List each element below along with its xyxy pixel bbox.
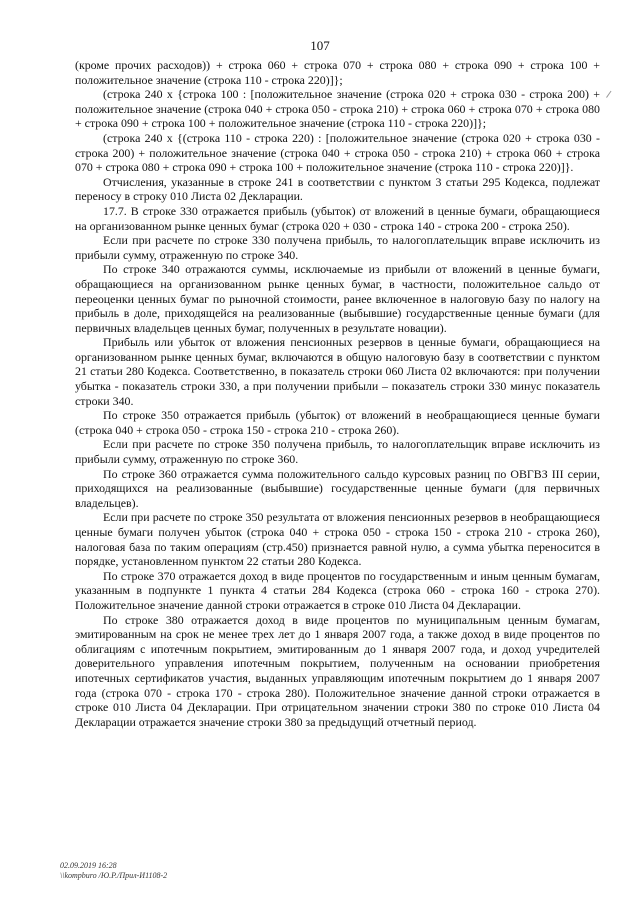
paragraph: По строке 360 отражается сумма положительного сальдо курсовых разниц по ОВГВЗ III серии, приходящихся на реализованные (выбывшие) государственные ценные бумаги (для первичных владельцев). [75, 466, 600, 510]
paragraph: (кроме прочих расходов)) + строка 060 + строка 070 + строка 080 + строка 090 + строка 100 + положительное значение (строка 110 - строка 220)]}; [75, 58, 600, 87]
paragraph: Отчисления, указанные в строке 241 в соответствии с пунктом 3 статьи 295 Кодекса, подлежат переносу в строку 010 Листа 02 Декларации. [75, 174, 600, 204]
document-footer [60, 861, 167, 881]
pen-mark [600, 86, 612, 98]
document-body [75, 58, 600, 729]
paragraph: Если при расчете по строке 350 результата от вложения пенсионных резервов в необращающиеся ценные бумаги получен убыток (строка 040 + строка 050 - строка 150 - строка 210 - строка 260), налоговая база по таким операциям (стр.450) признается равной нулю, а сумма убытка переносится в порядке, установленном пунктом 22 статьи 280 Кодекса. [75, 510, 600, 569]
footer-timestamp: 02.09.2019 16:28 [60, 861, 117, 870]
page-number: 107 [310, 38, 330, 53]
paragraph: По строке 350 отражается прибыль (убыток) от вложений в необращающиеся ценные бумаги (строка 040 + строка 050 - строка 150 - строка 210 - строка 260). [75, 408, 600, 437]
paragraph: (строка 240 х {(строка 110 - строка 220) : [положительное значение (строка 020 + строка 030 - строка 200) + положительное значение (строка 040 + строка 050 - строка 210) + строка 060 + строка 070 + строка 080 + строка 090 + строка 100 + положительное значение (строка 110 - строка 220)]}. [75, 130, 600, 175]
paragraph: По строке 340 отражаются суммы, исключаемые из прибыли от вложений в ценные бумаги, обращающиеся на организованном рынке ценных бумаг, в частности, положительное сальдо от переоценки ценных бумаг по рыночной стоимости, ранее включенное в налоговую базу по налогу на прибыль в доле, приходящейся на реализованные (выбывшие) государственные ценные бумаги (для первичных владельцев ценных бумаг, полученных в результате новации). [75, 262, 600, 335]
paragraph: Если при расчете по строке 330 получена прибыль, то налогоплательщик вправе исключить из прибыли сумму, отраженную по строке 340. [75, 233, 600, 262]
paragraph: Если при расчете по строке 350 получена прибыль, то налогоплательщик вправе исключить из прибыли сумму, отраженную по строке 360. [75, 437, 600, 467]
paragraph: По строке 380 отражается доход в виде процентов по муниципальным ценным бумагам, эмитированным на срок не менее трех лет до 1 января 2007 года, а также доход в виде процентов по облигациям с ипотечным покрытием, эмитированным до 1 января 2007 года, и доход учредителей доверительного управления ипотечным покрытием, полученным на основании приобретения ипотечных сертификатов участия, выданных управляющим ипотечным покрытием до 1 января 2007 года (строка 070 - строка 170 - строка 280). Положительное значение данной строки отражается в строке 010 Листа 04 Декларации. При отрицательном значении строки 380 по строке 010 Листа 04 Декларации отражается значение строки 380 за предыдущий отчетный период. [75, 612, 600, 729]
paragraph: По строке 370 отражается доход в виде процентов по государственным и иным ценным бумагам, указанным в подпункте 1 пункта 4 статьи 284 Кодекса (строка 060 - строка 160 - строка 270). Положительное значение данной строки отражается в строке 010 Листа 04 Декларации. [75, 568, 600, 612]
paragraph: Прибыль или убыток от вложения пенсионных резервов в ценные бумаги, обращающиеся на организованном рынке ценных бумаг, включаются в общую налоговую базу в соответствии с пунктом 21 статьи 280 Кодекса. Соответственно, в показатель строки 060 Листа 02 включаются: при получении убытка - показатель строки 330, а при получении прибыли – показатель строки 330 минус показатель строки 340. [75, 335, 600, 408]
footer-file-path: \\kompburo /Ю.Р./Прил-И1108-2 [60, 871, 168, 880]
paragraph: 17.7. В строке 330 отражается прибыль (убыток) от вложений в ценные бумаги, обращающиеся на организованном рынке ценных бумаг (строка 020 + 030 - строка 140 - строка 200 - строка 250). [75, 203, 600, 233]
paragraph: (строка 240 х {строка 100 : [положительное значение (строка 020 + строка 030 - строка 200) + положительное значение (строка 040 + строка 050 - строка 210) + строка 060 + строка 070 + строка 080 + строка 090 + строка 100 + положительное значение (строка 110 - строка 220)]}; [75, 87, 600, 131]
